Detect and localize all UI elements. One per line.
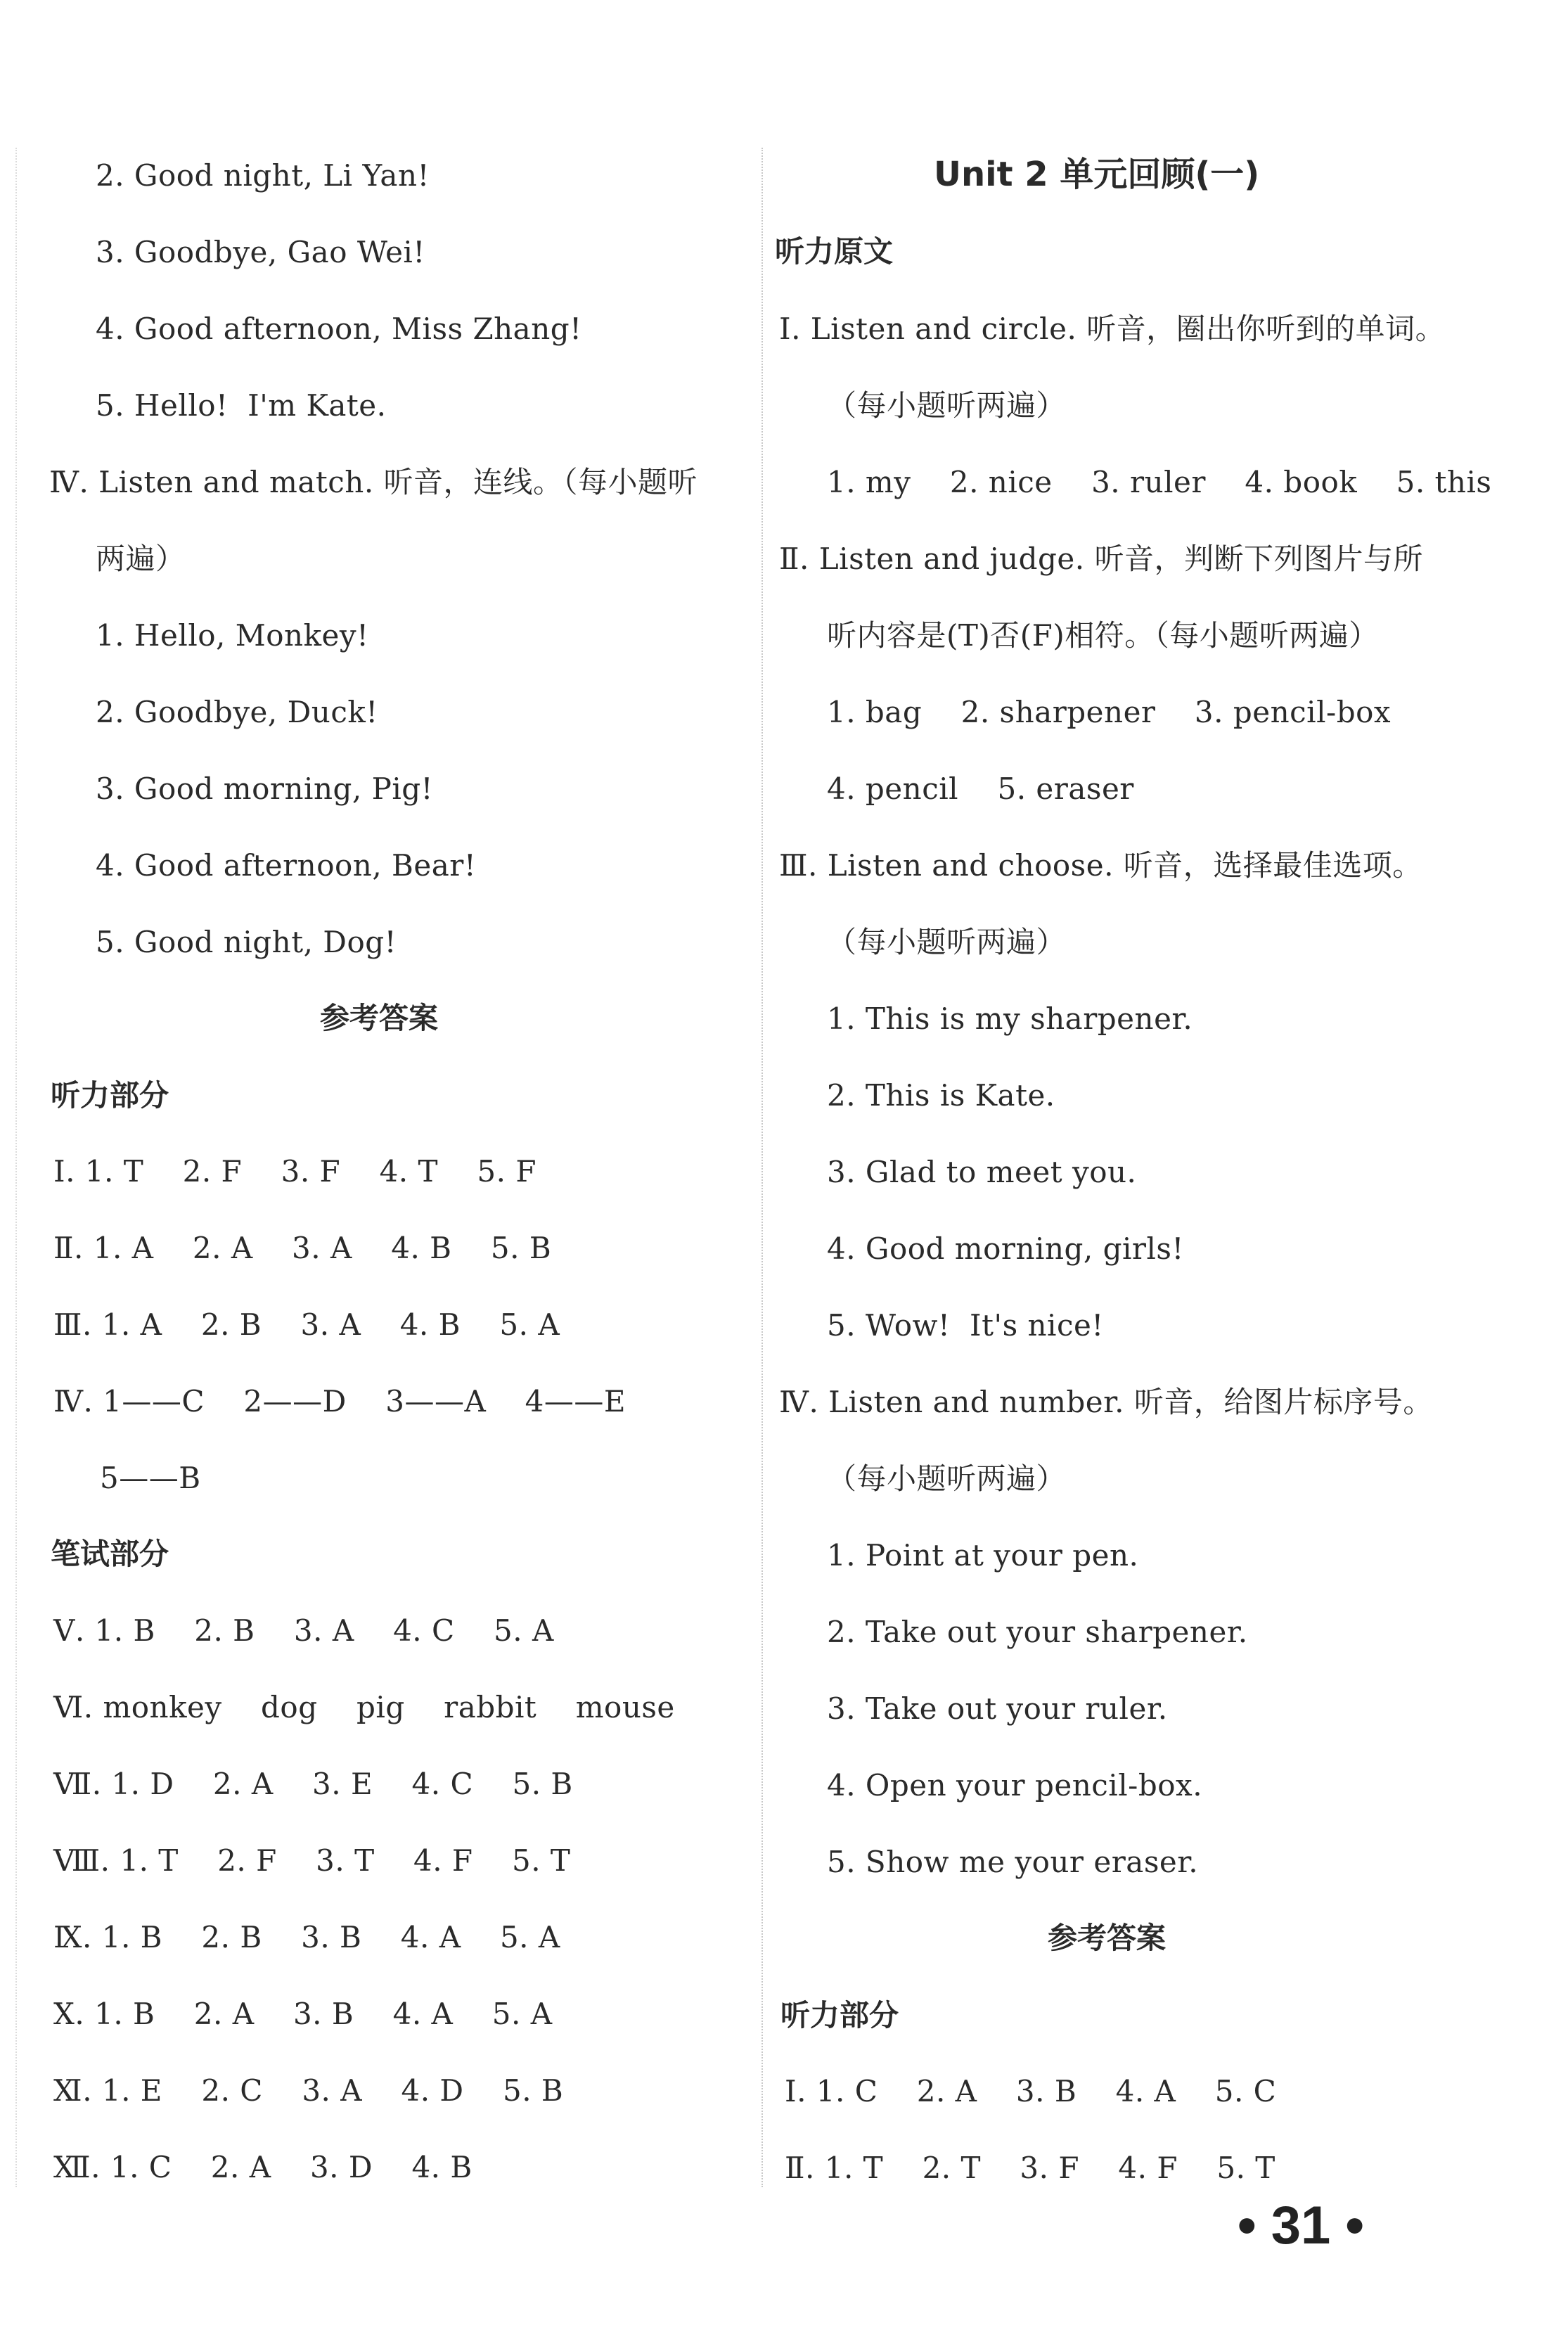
section-iii-instruction: Ⅲ. Listen and choose. 听音，选择最佳选项。 bbox=[779, 848, 1422, 883]
transcript-line: 1. Hello, Monkey! bbox=[96, 618, 369, 653]
answer-line: Ⅺ. 1. E 2. C 3. A 4. D 5. B bbox=[53, 2073, 564, 2108]
transcript-line: 5. Wow! It's nice! bbox=[827, 1308, 1104, 1343]
page-number: • 31 • bbox=[1238, 2196, 1364, 2255]
page-edge-line bbox=[15, 148, 17, 2187]
section-iv-instruction: Ⅳ. Listen and number. 听音，给图片标序号。 bbox=[779, 1385, 1433, 1419]
transcript-line: 2. Take out your sharpener. bbox=[827, 1615, 1248, 1649]
answer-line: Ⅳ. 1——C 2——D 3——A 4——E bbox=[53, 1384, 626, 1419]
answer-line: Ⅰ. 1. T 2. F 3. F 4. T 5. F bbox=[53, 1154, 536, 1189]
transcript-line: 3. Good morning, Pig! bbox=[96, 771, 434, 806]
answer-line: Ⅴ. 1. B 2. B 3. A 4. C 5. A bbox=[53, 1613, 554, 1648]
answer-line: Ⅵ. monkey dog pig rabbit mouse bbox=[53, 1690, 675, 1724]
transcript-line: 1. This is my sharpener. bbox=[827, 1001, 1193, 1036]
transcript-line: 2. This is Kate. bbox=[827, 1078, 1055, 1113]
section-ii-instruction: Ⅱ. Listen and judge. 听音，判断下列图片与所 bbox=[779, 542, 1423, 576]
answer-line: Ⅻ. 1. C 2. A 3. D 4. B bbox=[53, 2150, 473, 2184]
answer-line: Ⅶ. 1. D 2. A 3. E 4. C 5. B bbox=[53, 1767, 573, 1801]
answer-line: Ⅹ. 1. B 2. A 3. B 4. A 5. A bbox=[53, 1997, 553, 2031]
transcript-line: 1. bag 2. sharpener 3. pencil-box bbox=[827, 695, 1392, 729]
section-i-instruction: Ⅰ. Listen and circle. 听音，圈出你听到的单词。 bbox=[779, 312, 1446, 346]
unit-title: Unit 2 单元回顾(一) bbox=[934, 155, 1260, 194]
answer-line: Ⅷ. 1. T 2. F 3. T 4. F 5. T bbox=[53, 1843, 571, 1878]
transcript-line: 1. Point at your pen. bbox=[827, 1538, 1139, 1573]
transcript-line: 5. Good night, Dog! bbox=[96, 925, 397, 959]
section-iv-instruction-cont: （每小题听两遍） bbox=[827, 1461, 1067, 1496]
answer-line: 5——B bbox=[100, 1461, 201, 1495]
transcript-line: 3. Take out your ruler. bbox=[827, 1691, 1168, 1726]
answer-line: Ⅰ. 1. C 2. A 3. B 4. A 5. C bbox=[785, 2074, 1277, 2108]
transcript-line: 4. Good morning, girls! bbox=[827, 1231, 1184, 1266]
transcript-line: 2. Goodbye, Duck! bbox=[96, 695, 378, 729]
transcript-line: 4. pencil 5. eraser bbox=[827, 771, 1134, 806]
transcript-line: 5. Show me your eraser. bbox=[827, 1845, 1199, 1879]
transcript-line: 3. Glad to meet you. bbox=[827, 1155, 1137, 1189]
listening-heading: 听力部分 bbox=[780, 1998, 899, 2032]
section-ii-instruction-cont: 听内容是(T)否(F)相符。（每小题听两遍） bbox=[827, 618, 1379, 653]
answer-line: Ⅸ. 1. B 2. B 3. B 4. A 5. A bbox=[53, 1920, 560, 1954]
section-i-instruction-cont: （每小题听两遍） bbox=[827, 388, 1067, 423]
transcript-line: 1. my 2. nice 3. ruler 4. book 5. this bbox=[827, 465, 1492, 499]
transcript-line: 4. Open your pencil-box. bbox=[827, 1768, 1203, 1803]
answers-heading: 参考答案 bbox=[1048, 1921, 1167, 1955]
transcript-line: 3. Goodbye, Gao Wei! bbox=[96, 235, 425, 269]
section-iv-instruction: Ⅳ. Listen and match. 听音，连线。（每小题听 bbox=[49, 465, 698, 499]
writing-heading: 笔试部分 bbox=[51, 1537, 169, 1571]
transcript-line: 4. Good afternoon, Miss Zhang! bbox=[96, 312, 582, 346]
section-iii-instruction-cont: （每小题听两遍） bbox=[827, 925, 1067, 959]
answer-line: Ⅲ. 1. A 2. B 3. A 4. B 5. A bbox=[53, 1307, 560, 1342]
transcript-heading: 听力原文 bbox=[775, 234, 894, 269]
section-iv-instruction-cont: 两遍） bbox=[96, 542, 186, 576]
answers-heading: 参考答案 bbox=[320, 1001, 439, 1035]
transcript-line: 5. Hello! I'm Kate. bbox=[96, 388, 387, 423]
listening-heading: 听力部分 bbox=[51, 1078, 169, 1113]
column-divider bbox=[761, 148, 763, 2187]
answer-line: Ⅱ. 1. T 2. T 3. F 4. F 5. T bbox=[785, 2151, 1275, 2185]
transcript-line: 2. Good night, Li Yan! bbox=[96, 158, 430, 193]
transcript-line: 4. Good afternoon, Bear! bbox=[96, 848, 477, 883]
answer-line: Ⅱ. 1. A 2. A 3. A 4. B 5. B bbox=[53, 1231, 552, 1265]
